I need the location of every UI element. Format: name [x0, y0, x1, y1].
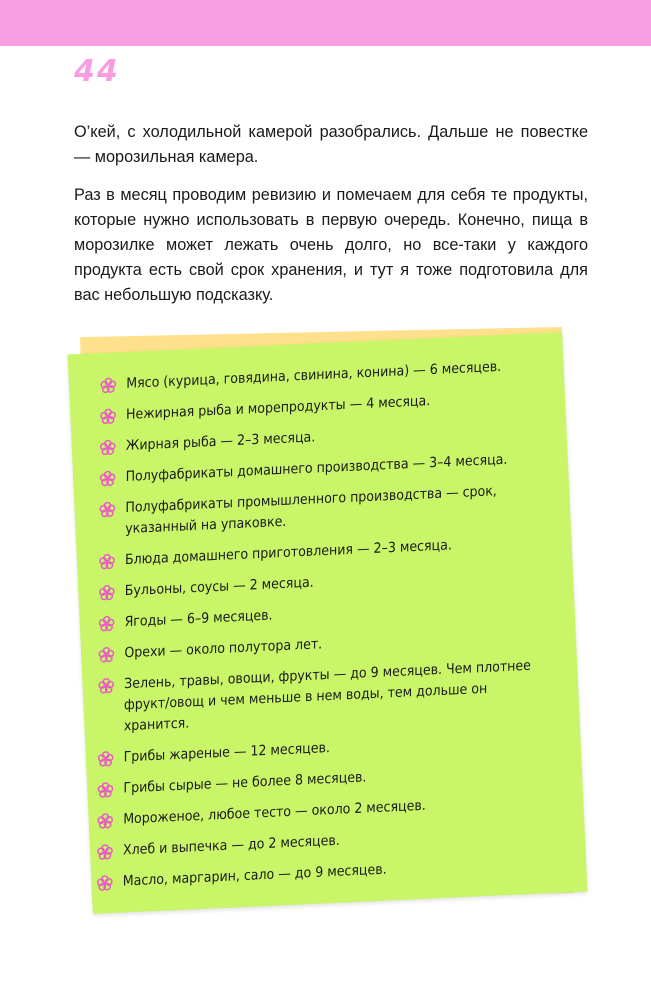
- flower-icon: [98, 647, 114, 664]
- flower-icon: [99, 585, 115, 602]
- list-item-text: Хлеб и выпечка — до 2 месяцев.: [122, 832, 340, 859]
- list-item: [96, 655, 551, 739]
- list-item: [97, 479, 552, 542]
- flower-icon: [100, 377, 116, 394]
- top-color-band: [0, 0, 651, 46]
- list-item-text: Полуфабрикаты домашнего производства — 3–4 месяца.: [125, 451, 508, 486]
- flower-icon: [98, 751, 114, 768]
- list-item-text: Орехи — около полутора лет.: [124, 636, 323, 662]
- list-item-text: Мясо (курица, говядина, свинина, конина) — 6 месяцев.: [126, 358, 502, 392]
- flower-icon: [100, 408, 116, 425]
- storage-list: [95, 354, 553, 903]
- list-item-text: Грибы жареные — 12 месяцев.: [123, 740, 330, 766]
- flower-icon: [98, 678, 114, 695]
- list-item-text: Полуфабрикаты промышленного производства — срок, указанный на упаковке.: [125, 483, 497, 538]
- flower-icon: [99, 616, 115, 633]
- list-item-text: Грибы сырые — не более 8 месяцев.: [123, 769, 367, 797]
- body-text: [74, 120, 588, 321]
- flower-icon: [100, 470, 116, 487]
- flower-icon: [100, 439, 116, 456]
- flower-icon: [97, 813, 113, 830]
- list-item-text: Ягоды — 6–9 месяцев.: [124, 607, 273, 631]
- paragraph: О’кей, с холодильной камерой разобрались. Дальше не повестке — морозильная камера.: [74, 123, 588, 166]
- list-item-text: Жирная рыба — 2–3 месяца.: [125, 429, 316, 454]
- flower-icon: [99, 501, 115, 518]
- list-item-text: Масло, маргарин, сало — до 9 месяцев.: [122, 861, 387, 890]
- list-item-text: Бульоны, соусы — 2 месяца.: [124, 574, 314, 600]
- paragraph: Раз в месяц проводим ревизию и помечаем для себя те продукты, которые нужно использовать в первую очередь. Конечно, пища в морозилке может лежать очень долго, но все-таки у каждого продукта есть свой срок хранения, и тут я тоже подготовила для вас небольшую подсказку.: [74, 186, 588, 304]
- sticky-note: [68, 332, 588, 914]
- page-number: 44: [74, 54, 120, 89]
- list-item-text: Нежирная рыба и морепродукты — 4 месяца.: [125, 393, 431, 423]
- list-item-text: Блюда домашнего приготовления — 2–3 месяца.: [124, 537, 452, 569]
- list-item-text: Зелень, травы, овощи, фрукты — до 9 месяцев. Чем плотнее фрукт/овощ и чем меньше в нем воды, тем дольше он хранится.: [123, 657, 531, 735]
- flower-icon: [97, 844, 113, 861]
- flower-icon: [97, 875, 113, 892]
- list-item-text: Мороженое, любое тесто — около 2 месяцев.: [123, 797, 426, 828]
- flower-icon: [99, 554, 115, 571]
- flower-icon: [97, 782, 113, 799]
